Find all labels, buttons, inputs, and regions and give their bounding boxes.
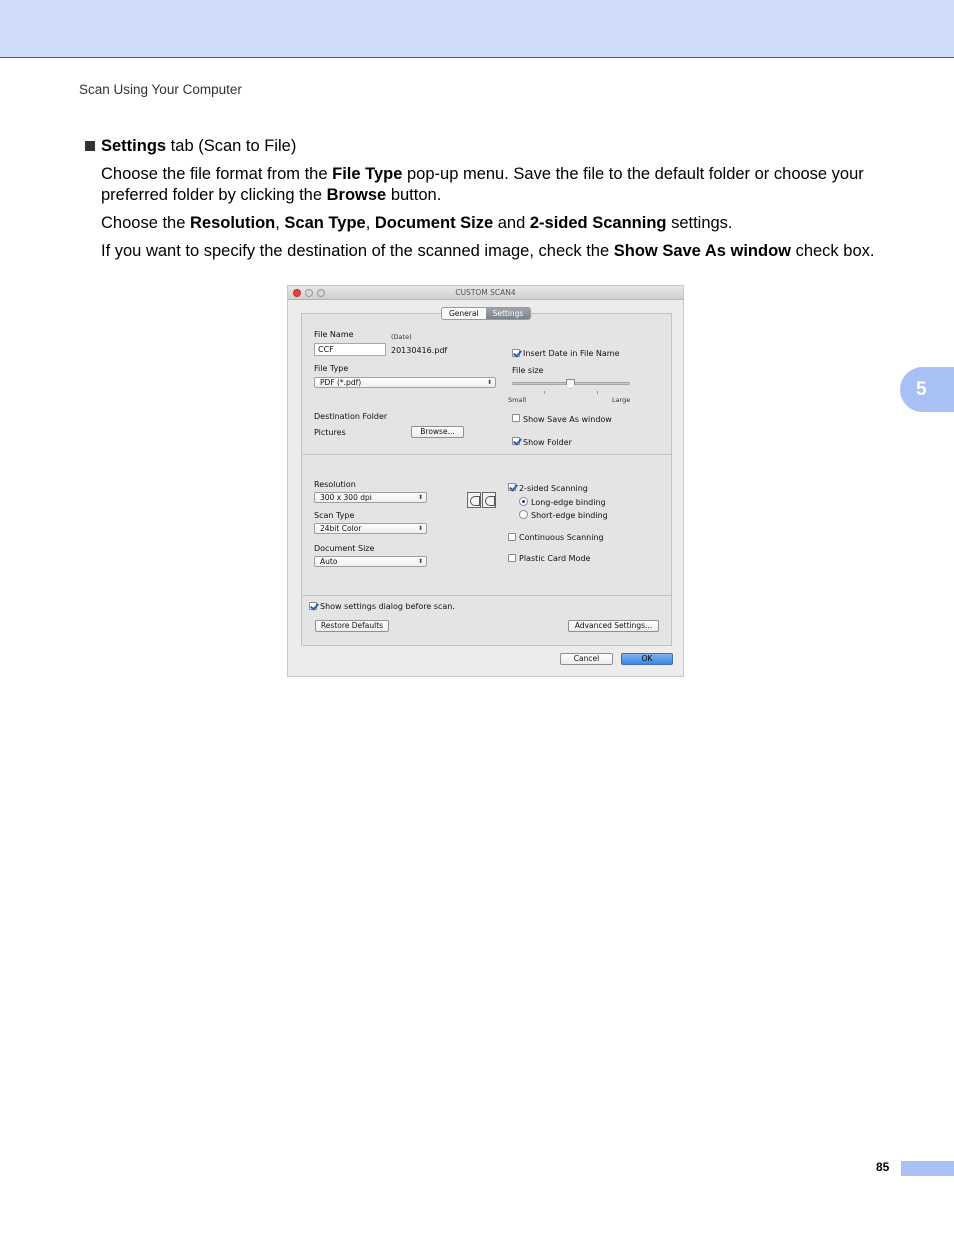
show-save-as-checkbox[interactable] <box>512 414 520 422</box>
two-sided-scanning-label: 2-sided Scanning <box>519 484 588 493</box>
document-size-value: Auto <box>320 557 338 566</box>
long-edge-binding-label: Long-edge binding <box>531 498 606 507</box>
file-name-input[interactable]: CCF <box>314 343 386 356</box>
show-settings-dialog-label: Show settings dialog before scan. <box>320 602 455 611</box>
chapter-tab: 5 <box>900 367 954 412</box>
show-settings-dialog-checkbox[interactable] <box>309 602 317 610</box>
short-edge-binding-label: Short-edge binding <box>531 511 608 520</box>
file-type-popup[interactable] <box>314 377 496 388</box>
browse-button[interactable]: Browse... <box>411 426 464 438</box>
file-type-value: PDF (*.pdf) <box>320 378 362 387</box>
tab-general[interactable]: General <box>449 309 479 318</box>
show-save-as-label: Show Save As window <box>523 415 612 424</box>
section-divider <box>302 595 671 596</box>
bullet-item <box>85 136 905 157</box>
popup-arrows-icon: ⬍ <box>417 494 423 501</box>
bold-term: Resolution <box>189 214 276 232</box>
resolution-label: Resolution <box>314 480 356 489</box>
file-size-large-label: Large <box>612 396 631 404</box>
short-edge-binding-radio[interactable] <box>519 510 528 519</box>
text-run: , <box>365 214 375 232</box>
text-run: pop-up menu. Save the file to the default folder or choose your preferred folder by clicking the <box>101 165 864 204</box>
scan-type-label: Scan Type <box>314 511 355 520</box>
document-size-label: Document Size <box>314 544 375 553</box>
bold-term: File Type <box>332 165 403 183</box>
long-edge-binding-icon <box>467 492 481 508</box>
slider-tick <box>544 391 545 394</box>
custom-scan-dialog <box>287 285 684 677</box>
popup-arrows-icon: ⬍ <box>417 525 423 532</box>
file-size-small-label: Small <box>508 396 527 404</box>
insert-date-label: Insert Date in File Name <box>523 349 620 358</box>
file-size-slider-thumb[interactable] <box>566 379 575 389</box>
destination-folder-value: Pictures <box>314 428 346 437</box>
instruction-text <box>85 136 905 269</box>
popup-arrows-icon: ⬍ <box>417 558 423 565</box>
date-label: (Date) <box>391 333 412 341</box>
text-run: and <box>493 214 530 232</box>
text-run: Choose the <box>101 214 190 232</box>
scan-type-popup[interactable] <box>314 523 427 534</box>
two-sided-scanning-checkbox[interactable] <box>508 483 516 491</box>
ok-button[interactable]: OK <box>621 653 673 665</box>
long-edge-binding-radio[interactable] <box>519 497 528 506</box>
continuous-scanning-label: Continuous Scanning <box>519 533 604 542</box>
file-name-date-suffix: 20130416.pdf <box>391 346 448 355</box>
document-size-popup[interactable] <box>314 556 427 567</box>
plastic-card-mode-checkbox[interactable] <box>508 554 516 562</box>
cancel-button[interactable]: Cancel <box>560 653 613 665</box>
resolution-value: 300 x 300 dpi <box>320 493 372 502</box>
tab-bar <box>441 307 531 320</box>
file-type-label: File Type <box>314 364 349 373</box>
slider-tick <box>597 391 598 394</box>
bullet-text: tab (Scan to File) <box>166 137 297 155</box>
continuous-scanning-checkbox[interactable] <box>508 533 516 541</box>
page-number-bar <box>901 1161 954 1176</box>
text-run: , <box>275 214 285 232</box>
text-run: If you want to specify the destination of the scanned image, check the <box>101 242 614 260</box>
file-size-label: File size <box>512 366 544 375</box>
square-bullet-icon <box>85 141 95 151</box>
section-divider <box>302 454 671 455</box>
settings-panel <box>301 313 672 646</box>
paragraph-file-type <box>85 164 905 206</box>
window-title: CUSTOM SCAN4 <box>455 288 516 297</box>
bold-term: 2-sided Scanning <box>529 214 667 232</box>
restore-defaults-button[interactable]: Restore Defaults <box>315 620 389 632</box>
destination-folder-label: Destination Folder <box>314 412 388 421</box>
text-run: Choose the file format from the <box>101 165 333 183</box>
paragraph-settings <box>85 213 905 234</box>
plastic-card-mode-label: Plastic Card Mode <box>519 554 591 563</box>
paragraph-save-as <box>85 241 905 262</box>
show-folder-label: Show Folder <box>523 438 572 447</box>
bold-term: Scan Type <box>284 214 366 232</box>
top-header-band <box>0 0 954 58</box>
settings-term: Settings <box>101 137 167 155</box>
tab-settings[interactable]: Settings <box>486 308 531 319</box>
resolution-popup[interactable] <box>314 492 427 503</box>
text-run: check box. <box>791 242 875 260</box>
running-title: Scan Using Your Computer <box>79 82 242 97</box>
text-run: settings. <box>666 214 733 232</box>
bold-term: Show Save As window <box>613 242 791 260</box>
popup-arrows-icon: ⬍ <box>486 379 492 386</box>
file-name-label: File Name <box>314 330 354 339</box>
short-edge-binding-icon <box>482 492 496 508</box>
scan-type-value: 24bit Color <box>320 524 362 533</box>
bold-term: Document Size <box>374 214 494 232</box>
bold-term: Browse <box>326 186 387 204</box>
page-number: 85 <box>876 1160 890 1174</box>
window-titlebar <box>288 286 683 300</box>
insert-date-checkbox[interactable] <box>512 349 520 357</box>
text-run: button. <box>386 186 442 204</box>
advanced-settings-button[interactable]: Advanced Settings... <box>568 620 659 632</box>
show-folder-checkbox[interactable] <box>512 437 520 445</box>
